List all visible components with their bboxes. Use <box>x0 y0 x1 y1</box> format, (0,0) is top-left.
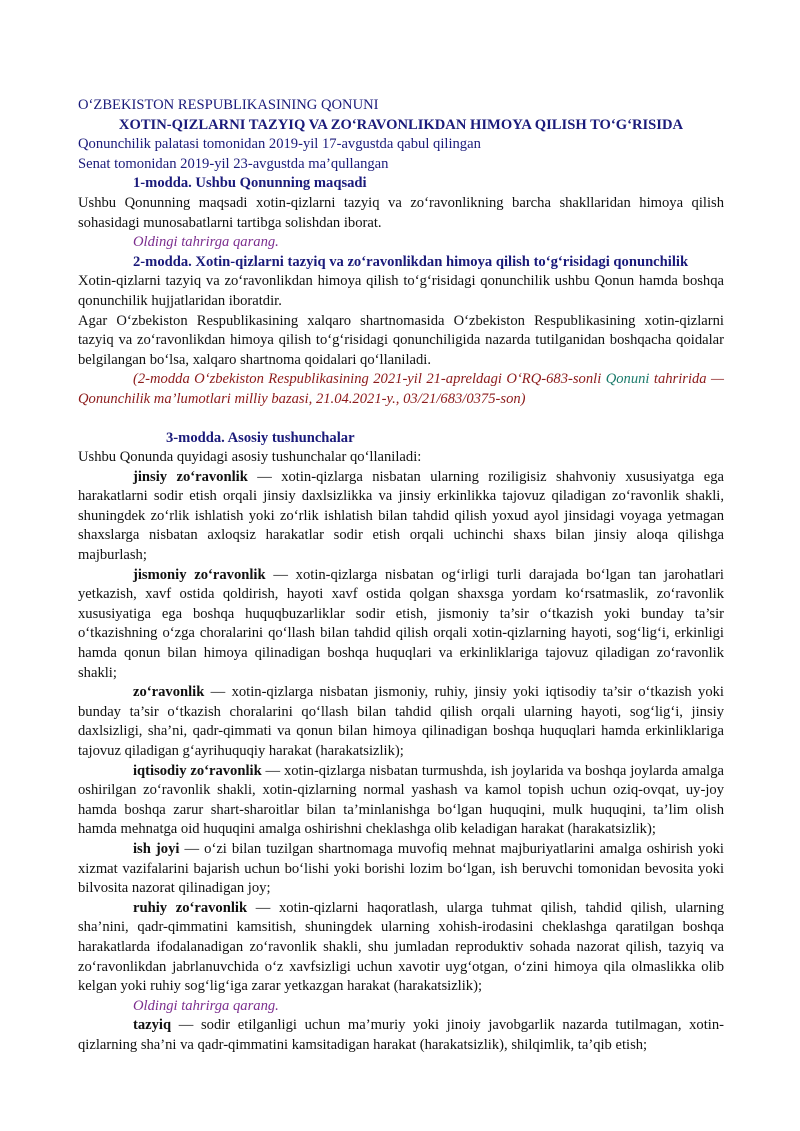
term-name: tazyiq <box>133 1017 172 1034</box>
term-definition <box>78 683 724 761</box>
term-name: ruhiy zo‘ravonlik <box>133 899 248 916</box>
republic-law-heading: O‘ZBEKISTON RESPUBLIKASINING QONUNI <box>78 97 379 113</box>
term-def: — xotin-qizlarni haqoratlash, ularga tuhmat qilish, tahdid qilish, ularning sha’nini, qadr-qimmatini kamsitish, shuningdek ularning xohish-irodasini cheklashga qaratilgan boshqa harakatlarda ifodalanadigan zo‘ravonlik shakli, shu jumladan reproduktiv sohada nazorat qilish, tazyiq va zo‘ravonlikdan jabrlanuvchida o‘z xavfsizligi uchun xavotir uyg‘otgan, o‘zini himoya qila olmaslikka olib kelgan yoki ruhiy sog‘lig‘iga zarar yetkazgan harakat (harakatsizlik); <box>78 899 724 995</box>
term-definition <box>78 762 724 840</box>
article-3-heading: 3-modda. Asosiy tushunchalar <box>166 429 355 446</box>
term-definition <box>78 566 724 684</box>
amendment-law-link[interactable]: Qonuni <box>605 371 650 388</box>
amendment-text-before: (2-modda O‘zbekiston Respublikasining 2021-yil 21-apreldagi O‘RQ-683-sonli <box>133 371 606 388</box>
article-2-text-1: Xotin-qizlarni tazyiq va zo‘ravonlikdan himoya qilish to‘g‘risidagi qonunchilik ushbu Qonun hamda boshqa qonunchilik hujjatlaridan iboratdir. <box>78 273 724 309</box>
article-3-prev-edition-link[interactable]: Oldingi tahrirga qarang. <box>133 997 279 1014</box>
term-def: — xotin-qizlarga nisbatan ularning roziligisiz shahvoniy xususiyatga ega harakatlarni sodir etish orqali jinsiy daxlsizlikka va jinsiy erkinlikka tajovuz qiladigan zo‘ravonlik shakli, shuningdek zo‘rlik ishlatish yoki zo‘rlik ishlatish bilan tahdid qilish yoxud ayol jinsidagi voyaga yetmagan shaxslarga nisbatan axloqsiz harakatlar sodir etish orqali uchinchi shaxs bilan jinsiy aloqa qilishga majburlash; <box>78 468 724 564</box>
amendment-text-after: tahririda — Qonunchilik ma’lumotlari milliy bazasi, 21.04.2021-y., 03/21/683/0375-son) <box>78 371 725 407</box>
article-1-text: Ushbu Qonunning maqsadi xotin-qizlarni tazyiq va zo‘ravonlikning barcha shakllaridan himoya qilish sohasidagi munosabatlarni tartibga solishdan iborat. <box>78 194 724 231</box>
term-name: iqtisodiy zo‘ravonlik <box>133 762 262 779</box>
article-1-prev-edition-link[interactable]: Oldingi tahrirga qarang. <box>133 234 279 251</box>
law-title: XOTIN-QIZLARNI TAZYIQ VA ZO‘RAVONLIKDAN HIMOYA QILISH TO‘G‘RISIDA <box>118 116 684 133</box>
approved-by-line: Senat tomonidan 2019-yil 23-avgustda ma’qullangan <box>78 155 389 172</box>
article-2-text-2: Agar O‘zbekiston Respublikasining xalqaro shartnomasida O‘zbekiston Respublikasining xotin-qizlarni tazyiq va zo‘ravonlikdan himoya qilish to‘g‘risidagi qonunchiligida nazarda tutilganidan boshqacha qoidalar belgilangan bo‘lsa, xalqaro shartnoma qoidalari qo‘llaniladi. <box>78 312 724 368</box>
term-name: jismoniy zo‘ravonlik <box>133 566 266 583</box>
term-def: — o‘zi bilan tuzilgan shartnomaga muvofiq mehnat majburiyatlarini amalga oshirish yoki xizmat vazifalarini bajarish uchun bo‘lishi yoki borishi lozim bo‘lgan, ish beruvchi tomonidan bevosita yoki bilvosita nazorat qilinadigan joy; <box>78 840 724 897</box>
term-definition <box>78 1016 724 1055</box>
term-def: — sodir etilganligi uchun ma’muriy yoki jinoiy javobgarlik nazarda tutilmagan, xotin-qizlarning sha’ni va qadr-qimmatini kamsitadigan harakat (harakatsizlik), shilqimlik, ta’qib etish; <box>78 1017 724 1053</box>
term-def: — xotin-qizlarga nisbatan og‘irligi turli darajada bo‘lgan tan jarohatlari yetkazish, xavf ostida qoldirish, hayoti xavf ostida qolgan shaxsga yordam ko‘rsatmaslik, zo‘ravonlik xususiyatiga ega boshqa huquqbuzarliklar sodir etish, jismoniy ta’sir o‘tkazish yoki bunday ta’sir o‘tkazishning o‘zga choralarini qo‘llash bilan tahdid qilish orqali xotin-qizlarning hayoti, sog‘lig‘i, erkinligi hamda qonun bilan himoya qilinadigan boshqa huquqlari va erkinliklariga tajovuz qiladigan zo‘ravonlik shakli; <box>78 566 724 681</box>
term-definition <box>78 468 724 566</box>
article-2-heading: 2-modda. Xotin-qizlarni tazyiq va zo‘ravonlikdan himoya qilish to‘g‘risidagi qonunchilik <box>133 253 689 270</box>
term-name: ish joyi <box>133 840 180 857</box>
term-definition <box>78 899 724 997</box>
term-name: zo‘ravonlik <box>133 684 205 701</box>
article-2-amendment-note <box>78 370 724 409</box>
term-definition <box>78 840 724 899</box>
adopted-by-line: Qonunchilik palatasi tomonidan 2019-yil 17-avgustda qabul qilingan <box>78 136 481 153</box>
term-def: — xotin-qizlarga nisbatan jismoniy, ruhiy, jinsiy yoki iqtisodiy ta’sir o‘tkazish yoki bunday ta’sir o‘tkazish choralarini qo‘llash bilan tahdid qilish orqali ularning hayoti, sog‘lig‘i, jinsiy daxlsizligi, sha’ni, qadr-qimmati va qonun bilan himoya qilinadigan boshqa huquqlari hamda erkinliklariga tajovuz qiladigan g‘ayrihuquqiy harakat (harakatsizlik); <box>78 684 724 759</box>
article-3-intro: Ushbu Qonunda quyidagi asosiy tushunchalar qo‘llaniladi: <box>78 449 422 466</box>
term-def: — xotin-qizlarga nisbatan turmushda, ish joylarida va boshqa joylarda amalga oshirilgan zo‘ravonlik shakli, xotin-qizlarning normal yashash va kamol topish uchun oziq-ovqat, uy-joy hamda boshqa zarur shart-sharoitlar bilan ta’minlanishga bo‘lgan huquqini, mulk huquqini, ta’lim olish hamda mehnatga oid huquqini amalga oshirishni cheklashga olib keladigan harakat (harakatsizlik); <box>78 762 724 838</box>
article-1-heading: 1-modda. Ushbu Qonunning maqsadi <box>133 175 367 192</box>
term-name: jinsiy zo‘ravonlik <box>133 468 248 485</box>
law-document <box>78 96 724 1056</box>
